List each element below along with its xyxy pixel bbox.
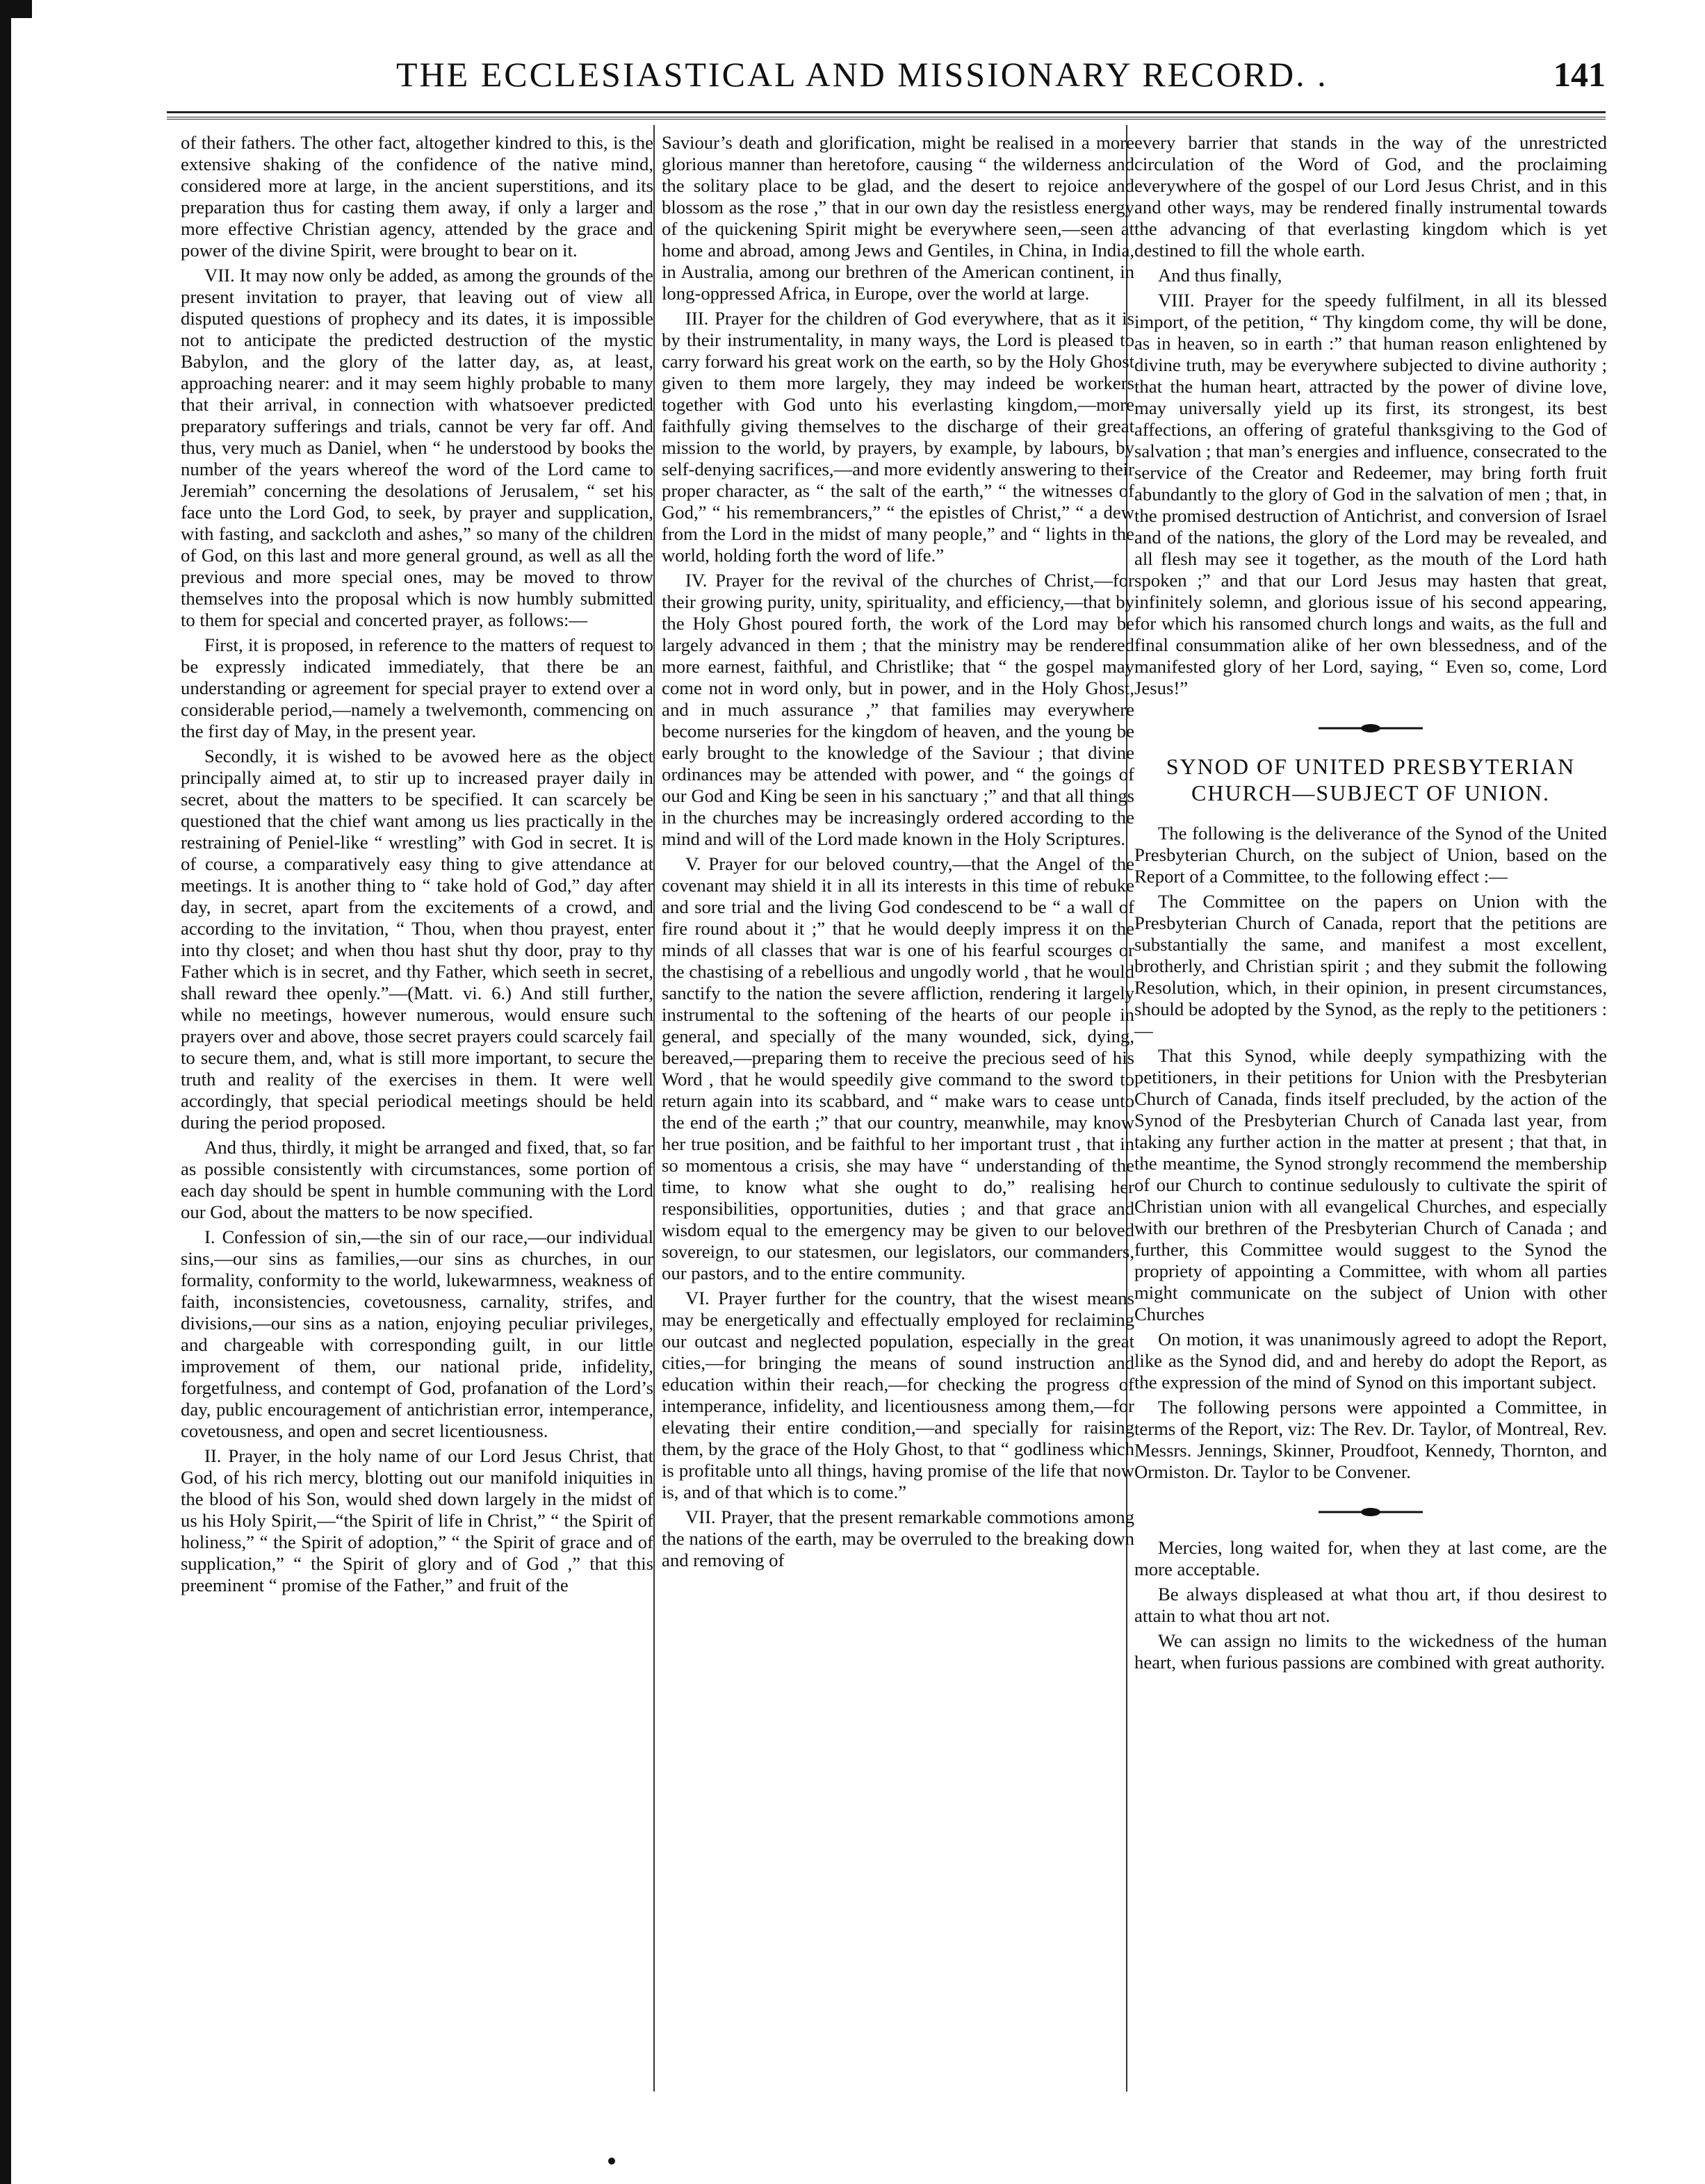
paragraph: The following is the deliverance of the Synod of the United Presbyterian Church, on the subject of Union, based on the Report of a Committee, to the following effect :— (1134, 823, 1607, 887)
paragraph: On motion, it was unanimously agreed to adopt the Report, like as the Synod did, and and hereby do adopt the Report, as the expression of the mind of Synod on this important subject. (1134, 1329, 1607, 1393)
paragraph: VII. Prayer, that the present remarkable commotions among the nations of the earth, may be overruled to the breaking down and removing of (662, 1506, 1134, 1570)
header-rule-double (167, 117, 1606, 120)
paragraph: IV. Prayer for the revival of the churches of Christ,—for their growing purity, unity, spirituality, and efficiency,—that by the Holy Ghost poured forth, the work of the Lord may be largely advanced in them ; that the ministry may be rendered more earnest, faithful, and Christlike; that “ the gospel may come not in word only, but in power, and in the Holy Ghost, and in much assurance ,” that families may everywhere become nurseries for the kingdom of heaven, and the young be early brought to the knowledge of the Saviour ; that divine ordinances may be attended with power, and “ the goings of our God and King be seen in his sanctuary ;” and that all things in the churches may be increasingly ordered according to the mind and will of the Lord made known in the Holy Scriptures. (662, 570, 1134, 849)
synod-section-title: SYNOD OF UNITED PRESBYTERIAN CHURCH—SUBJECT OF UNION. (1166, 754, 1576, 805)
paragraph: every barrier that stands in the way of the unrestricted circulation of the Word of God, and the proclaiming everywhere of the gospel of our Lord Jesus Christ, and in this and other ways, may be rendered finally instrumental towards the advancing of that everlasting kingdom which is yet destined to fill the whole earth. (1134, 132, 1607, 261)
paragraph: That this Synod, while deeply sympathizing with the petitioners, in their petitions for Union with the Presbyterian Church of Canada, finds itself precluded, by the action of the Synod of the Presbyterian Church of Canada last year, from taking any further action in the matter at present ; that that, in the meantime, the Synod strongly recommend the membership of our Church to continue sedulously to cultivate the spirit of Christian union with all evangelical Churches, and especially with our brethren of the Presbyterian Church of Canada ; and further, this Committee would suggest to the Synod the propriety of appointing a Committee, with whom all parties might communicate on the subject of Union with other Churches (1134, 1045, 1607, 1324)
paragraph: Secondly, it is wished to be avowed here as the object principally aimed at, to stir up to increased prayer daily in secret, about the matters to be specified. It can scarcely be questioned that the chief want among us lies practically in the restraining of Peniel-like “ wrestling” with God in secret. It is of course, a comparatively easy thing to give attendance at meetings. It is another thing to “ take hold of God,” day after day, in secret, apart from the excitements of a crowd, and according to the invitation, “ Thou, when thou prayest, enter into thy closet; and when thou hast shut thy door, pray to thy Father which is in secret, and thy Father, which seeth in secret, shall reward thee openly.”—(Matt. vi. 6.) And still further, while no meetings, however numerous, would ensure such prayers over and above, those secret prayers could scarcely fail to secure them, and, what is still more important, to secure the truth and reality of the exercises in them. It were well accordingly, that special periodical meetings should be held during the period proposed. (181, 746, 653, 1133)
column-1 (181, 132, 653, 2078)
page-binding-edge-cap (0, 0, 32, 18)
running-title: THE ECCLESIASTICAL AND MISSIONARY RECORD. . (396, 55, 1328, 94)
page-binding-edge (0, 0, 11, 2184)
ornament-rule-icon (1319, 723, 1423, 734)
maxim: Be always displeased at what thou art, if thou desirest to attain to what thou art not. (1134, 1584, 1607, 1626)
paragraph: And thus finally, (1158, 265, 1282, 286)
section-ornament (1134, 1506, 1607, 1518)
paragraph: III. Prayer for the children of God everywhere, that as it is by their instrumentality, in many ways, the Lord is pleased to carry forward his great work on the earth, so by the Holy Ghost given to them more largely, they may indeed be workers together with God unto his everlasting kingdom,—more faithfully giving themselves to the discharge of their great mission to the world, by prayers, by example, by labours, by self-denying sacrifices,—and more evidently answering to their proper character, as “ the salt of the earth,” “ the witnesses of God,” “ his remembrancers,” “ the epistles of Christ,” “ a dew from the Lord in the midst of many people,” and “ lights in the world, holding forth the word of life.” (662, 308, 1134, 566)
paragraph: VIII. Prayer for the speedy fulfilment, in all its blessed import, of the petition, “ Thy kingdom come, thy will be done, as in heaven, so in earth :” that human reason enlightened by divine truth, may be everywhere subjected to divine authority ; that the human heart, attracted by the power of divine love, may universally yield up its first, its strongest, its best affections, an offering of grateful thanksgiving to the God of salvation ; that man’s energies and influence, consecrated to the service of the Creator and Redeemer, may bring forth fruit abundantly to the glory of God in the salvation of men ; that, in the promised destruction of Antichrist, and conversion of Israel and of the nations, the glory of the Lord may be revealed, and all flesh may see it together, as the mouth of the Lord hath spoken ;” and that our Lord Jesus may hasten that great, infinitely solemn, and glorious issue of his second appearing, for which his ransomed church longs and waits, as the full and final consummation alike of her own blessedness, and of the manifested glory of her Lord, saying, “ Even so, come, Lord Jesus!” (1134, 290, 1607, 698)
paragraph: VII. It may now only be added, as among the grounds of the present invitation to prayer, that leaving out of view all disputed questions of prophecy and its dates, it is impossible not to anticipate the predicted destruction of the mystic Babylon, and the glory of the latter day, as, at least, approaching nearer: and it may seem highly probable to many that their arrival, in connection with whatsoever predicted preparatory sufferings and trials, cannot be very far off. And thus, very much as Daniel, when “ he understood by books the number of the years whereof the word of the Lord came to Jeremiah” concerning the desolations of Jerusalem, “ set his face unto the Lord God, to seek, by prayer and supplication, with fasting, and sackcloth and ashes,” so many of the children of God, on this last and more general ground, as well as all the previous and more special ones, may be moved to throw themselves into the proposal which is now humbly submitted to them for special and concerted prayer, as follows:— (181, 265, 653, 630)
paragraph: V. Prayer for our beloved country,—that the Angel of the covenant may shield it in all its interests in this time of rebuke and sore trial and the living God condescend to be “ a wall of fire round about it ;” that he would deeply impress it on the minds of all classes that war is one of his fearful scourges or the chastising of a rebellious and ungodly world , that he would sanctify to the nation the severe affliction, rendering it largely instrumental to the softening of the hearts of our people in general, and specially of the many wounded, sick, dying, bereaved,—preparing them to receive the precious seed of his Word , that he would speedily give command to the sword to return again into its scabbard, and “ make wars to cease unto the end of the earth ;” that our country, meanwhile, may know her true position, and be faithful to her important trust , that in so momentous a crisis, she may have “ understanding of the time, to know what she ought to do,” realising her responsibilities, opportunities, duties ; and that grace and wisdom equal to the emergency may be given to our beloved sovereign, to our statesmen, our legislators, our commanders, our pastors, and to the entire community. (662, 853, 1134, 1283)
page-header (167, 54, 1606, 110)
paragraph: VI. Prayer further for the country, that the wisest means may be energetically and effectually employed for reclaiming our outcast and neglected population, especially in the great cities,—for bringing the means of sound instruction and education within their reach,—for checking the progress of intemperance, infidelity, and licentiousness among them,—for elevating their entire condition,—and specially for raising them, by the grace of the Holy Ghost, to that “ godliness which is profitable unto all things, having promise of the life that now is, and of that which is to come.” (662, 1288, 1134, 1502)
paragraph: I. Confession of sin,—the sin of our race,—our individual sins,—our sins as families,—our sins as churches, in our formality, conformity to the world, lukewarmness, weakness of faith, inconsistencies, covetousness, carnality, strifes, and divisions,—our sins as a nation, enjoying peculiar privileges, and chargeable with corresponding guilt, in our little improvement of them, our national pride, infidelity, forgetfulness, and contempt of God, profanation of the Lord’s day, public encouragement of antichristian error, intemperance, covetousness, and open and secret licentiousness. (181, 1226, 653, 1441)
column-2 (662, 132, 1134, 2078)
paragraph: II. Prayer, in the holy name of our Lord Jesus Christ, that God, of his rich mercy, blotting out our manifold iniquities in the blood of his Son, would shed down largely in the midst of us his Holy Spirit,—“the Spirit of life in Christ,” “ the Spirit of holiness,” “ the Spirit of adoption,” “ the Spirit of grace and of supplication,” “ the Spirit of glory and of God ,” that this preeminent “ promise of the Father,” and fruit of the (181, 1445, 653, 1595)
paragraph: of their fathers. The other fact, altogether kindred to this, is the extensive shaking of the confidence of the native mind, considered more at large, in the ancient superstitions, and its preparation thus for casting them away, if only a larger and more effective Christian agency, attended by the grace and power of the divine Spirit, were brought to bear on it. (181, 132, 653, 261)
paragraph: The Committee on the papers on Union with the Presbyterian Church of Canada, report that the petitions are substantially the same, and manifest a most excellent, brotherly, and Christian spirit ; and they submit the following Resolution, which, in their opinion, in present circumstances, should be adopted by the Synod, as the reply to the petitioners :— (1134, 891, 1607, 1041)
paragraph: First, it is proposed, in reference to the matters of request to be expressly indicated immediately, that there be an understanding or agreement for special prayer to extend over a considerable period,—namely a twelvemonth, commencing on the first day of May, in the present year. (181, 634, 653, 741)
page-number: 141 (1553, 55, 1606, 94)
ornament-rule-icon (1319, 1506, 1423, 1518)
section-ornament (1134, 723, 1607, 734)
column-3 (1134, 132, 1607, 2078)
column-divider-1 (653, 125, 655, 2092)
paragraph: And thus, thirdly, it might be arranged and fixed, that, so far as possible consistently with circumstances, some portion of each day should be spent in humble communing with the Lord our God, about the matters to be now specified. (181, 1137, 653, 1222)
paragraph: Saviour’s death and glorification, might be realised in a more glorious manner than heretofore, causing “ the wilderness and the solitary place to be glad, and the desert to rejoice and blossom as the rose ,” that in our own day the resistless energy of the quickening Spirit might be everywhere seen,—seen at home and abroad, among Jews and Gentiles, in China, in India, in Australia, among our brethren of the American continent, in long-oppressed Africa, in Europe, over the world at large. (662, 132, 1134, 304)
maxim: Mercies, long waited for, when they at last come, are the more acceptable. (1134, 1537, 1607, 1579)
maxim: We can assign no limits to the wickedness of the human heart, when furious passions are combined with great authority. (1134, 1630, 1607, 1673)
page-dot-mark (608, 2158, 615, 2165)
paragraph: The following persons were appointed a Committee, in terms of the Report, viz: The Rev. Dr. Taylor, of Montreal, Rev. Messrs. Jennings, Skinner, Proudfoot, Kennedy, Thornton, and Ormiston. Dr. Taylor to be Convener. (1134, 1397, 1607, 1482)
header-rule-top (167, 111, 1606, 113)
